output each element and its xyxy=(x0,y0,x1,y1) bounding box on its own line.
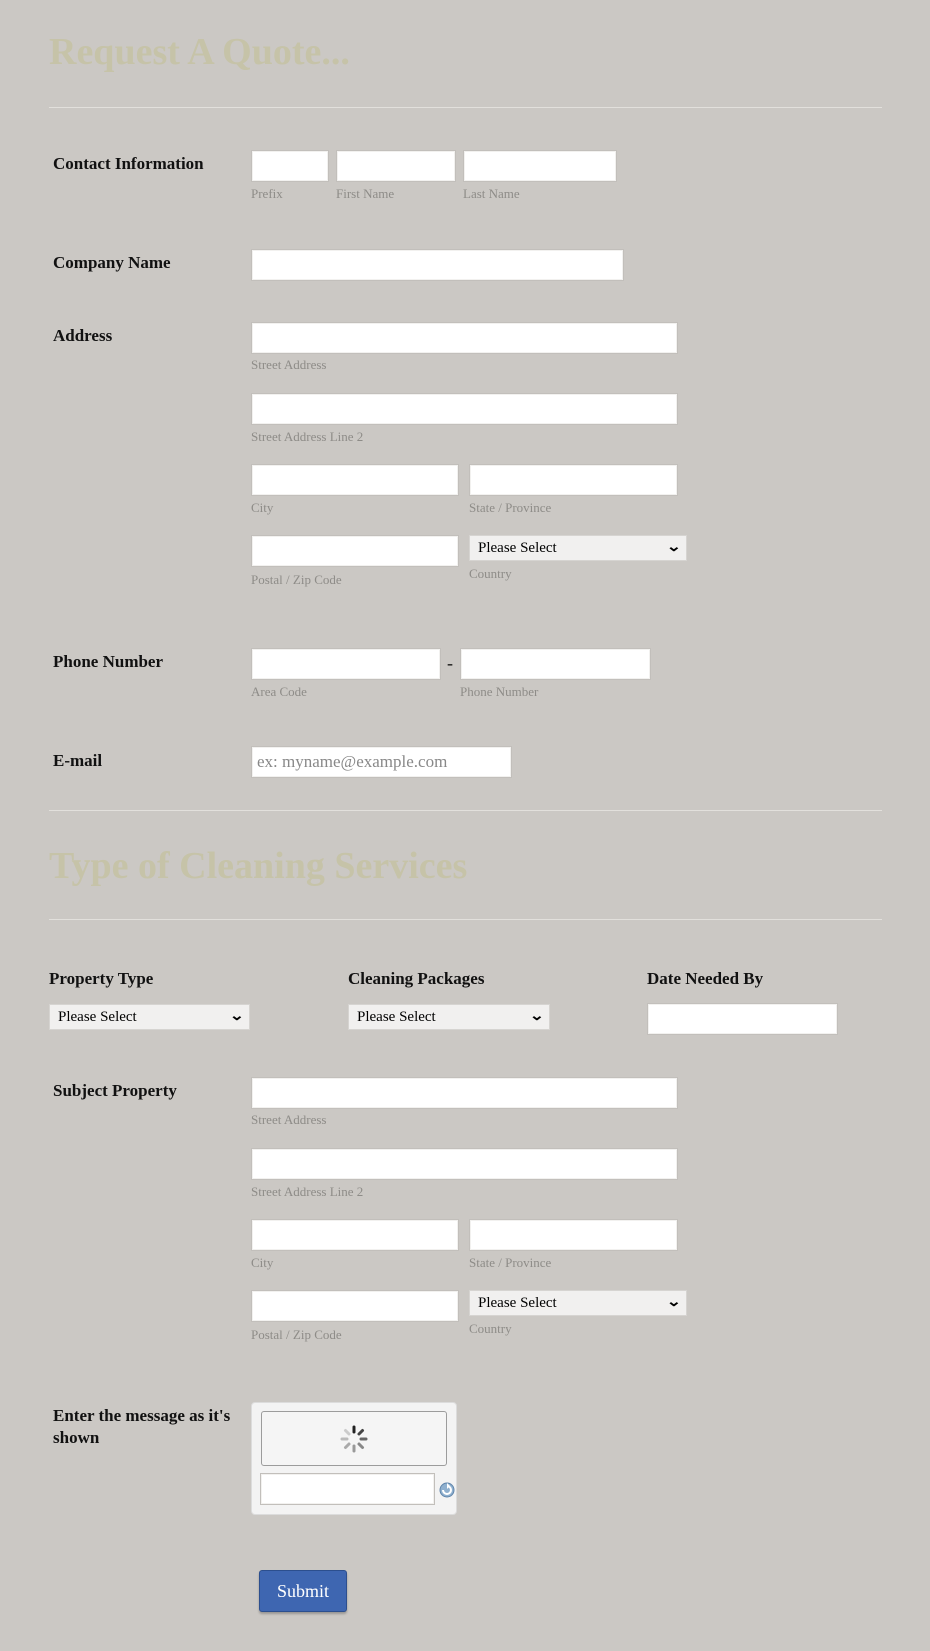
state-province-input[interactable] xyxy=(469,464,678,496)
chevron-down-icon: ⌄ xyxy=(529,1009,545,1024)
address-label: Address xyxy=(53,326,113,345)
date-needed-input[interactable] xyxy=(647,1003,838,1035)
page-title: Request A Quote... xyxy=(49,31,350,73)
prefix-sublabel: Prefix xyxy=(251,186,283,201)
phone-number-input[interactable] xyxy=(460,648,651,680)
area-code-sublabel: Area Code xyxy=(251,684,307,699)
first-name-input[interactable] xyxy=(336,150,456,182)
captcha-input[interactable] xyxy=(260,1473,435,1505)
property-type-label: Property Type xyxy=(49,969,154,988)
phone-dash: - xyxy=(447,653,453,673)
last-name-sublabel: Last Name xyxy=(463,186,520,201)
chevron-down-icon: ⌄ xyxy=(666,1295,682,1310)
phone-number-sublabel: Phone Number xyxy=(460,684,539,699)
captcha-label: Enter the message as it's shown xyxy=(53,1406,231,1447)
street-address-input[interactable] xyxy=(251,322,678,354)
property-type-select-value: Please Select xyxy=(58,1009,137,1025)
subject-country-select-value: Please Select xyxy=(478,1295,557,1311)
divider xyxy=(49,810,882,811)
date-needed-label: Date Needed By xyxy=(647,969,764,988)
chevron-down-icon: ⌄ xyxy=(229,1009,245,1024)
subject-postal-code-input[interactable] xyxy=(251,1290,459,1322)
postal-code-input[interactable] xyxy=(251,535,459,567)
company-name-input[interactable] xyxy=(251,249,624,281)
subject-street-address-sublabel: Street Address xyxy=(251,1112,327,1127)
refresh-icon[interactable] xyxy=(438,1479,456,1499)
phone-number-label: Phone Number xyxy=(53,652,164,671)
subject-state-province-input[interactable] xyxy=(469,1219,678,1251)
cleaning-packages-select[interactable] xyxy=(348,1004,550,1030)
first-name-sublabel: First Name xyxy=(336,186,395,201)
contact-information-label: Contact Information xyxy=(53,154,204,173)
loading-spinner-icon xyxy=(339,1424,369,1454)
divider xyxy=(49,107,882,108)
subject-street-address-line2-sublabel: Street Address Line 2 xyxy=(251,1184,364,1199)
cleaning-packages-label: Cleaning Packages xyxy=(348,969,485,988)
prefix-input[interactable] xyxy=(251,150,329,182)
subject-country-sublabel: Country xyxy=(469,1321,512,1336)
captcha-image xyxy=(261,1411,447,1466)
cleaning-packages-select-value: Please Select xyxy=(357,1009,436,1025)
email-input[interactable]: ex: myname@example.com xyxy=(251,746,512,778)
street-address-line2-input[interactable] xyxy=(251,393,678,425)
captcha-widget xyxy=(251,1402,457,1515)
subject-country-select[interactable] xyxy=(469,1290,687,1316)
property-type-select[interactable] xyxy=(49,1004,250,1030)
last-name-input[interactable] xyxy=(463,150,617,182)
email-label: E-mail xyxy=(53,751,103,770)
submit-button[interactable]: Submit xyxy=(259,1570,347,1612)
company-name-label: Company Name xyxy=(53,253,171,272)
city-sublabel: City xyxy=(251,500,274,515)
country-sublabel: Country xyxy=(469,566,512,581)
country-select-value: Please Select xyxy=(478,540,557,556)
subject-property-label: Subject Property xyxy=(53,1081,177,1100)
country-select[interactable] xyxy=(469,535,687,561)
subject-state-province-sublabel: State / Province xyxy=(469,1255,552,1270)
subject-street-address-line2-input[interactable] xyxy=(251,1148,678,1180)
postal-code-sublabel: Postal / Zip Code xyxy=(251,572,342,587)
divider xyxy=(49,919,882,920)
chevron-down-icon: ⌄ xyxy=(666,540,682,555)
area-code-input[interactable] xyxy=(251,648,441,680)
subject-postal-code-sublabel: Postal / Zip Code xyxy=(251,1327,342,1342)
state-province-sublabel: State / Province xyxy=(469,500,552,515)
city-input[interactable] xyxy=(251,464,459,496)
subject-city-sublabel: City xyxy=(251,1255,274,1270)
street-address-sublabel: Street Address xyxy=(251,357,327,372)
subject-city-input[interactable] xyxy=(251,1219,459,1251)
subject-street-address-input[interactable] xyxy=(251,1077,678,1109)
street-address-line2-sublabel: Street Address Line 2 xyxy=(251,429,364,444)
section-title: Type of Cleaning Services xyxy=(49,845,468,887)
